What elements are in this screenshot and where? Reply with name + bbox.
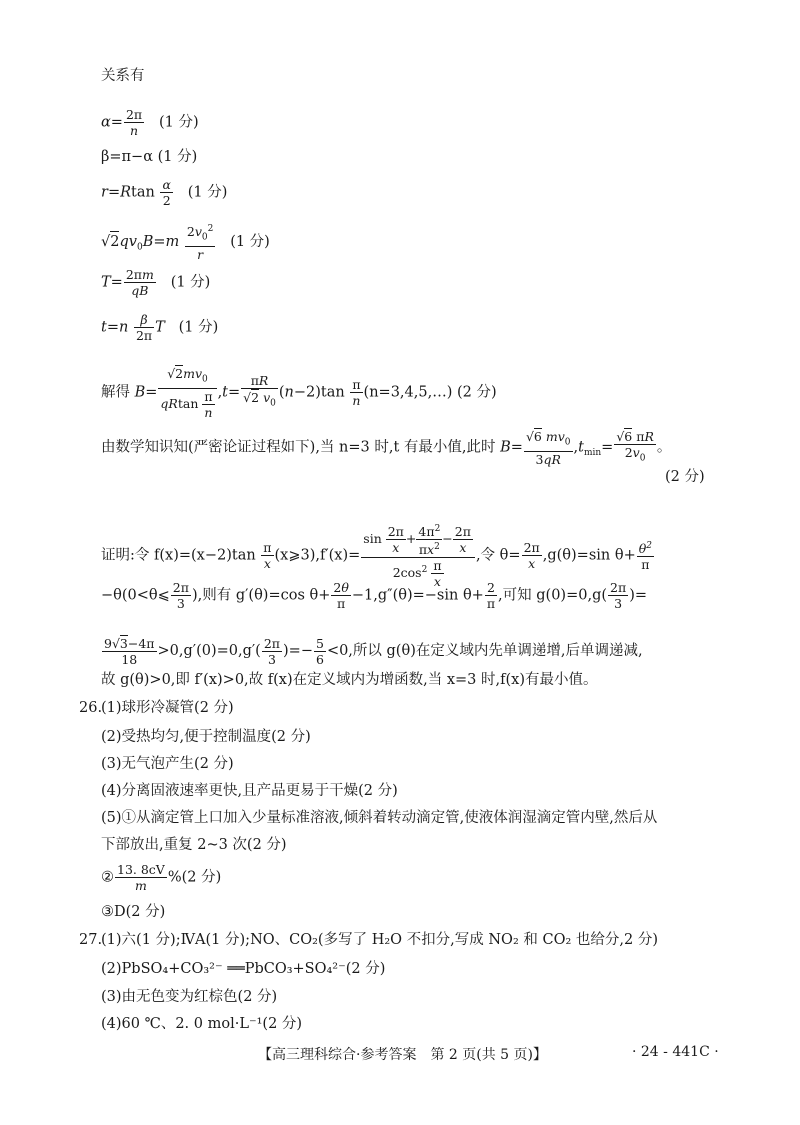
proof-line-4: 故 g(θ)>0,即 f′(x)>0,故 f(x)在定义域内为增函数,当 x=3 时,f(x)有最小值。 xyxy=(101,672,598,688)
q27-number: 27. xyxy=(79,932,103,948)
q26-answer-5a: (5)①从滴定管上口加入少量标准溶液,倾斜着转动滴定管,使液体润湿滴定管内壁,然后从 xyxy=(101,810,658,826)
eq-solution: 解得 B= $√2mv_0$ qRtan $\frac{\pi}{n}$ ,t= $\frac{\pi R}{√2 v_0}$ (n−2)tan $\frac{\pi}{n}$ (n=3,4,5,…) (2 分) xyxy=(101,366,497,420)
score: (1 分) xyxy=(170,274,211,291)
q27-answer-3: (3)由无色变为红棕色(2 分) xyxy=(101,989,278,1005)
q26-answer-1: (1)球形冷凝管(2 分) xyxy=(101,700,234,716)
proof-line-2: −θ(0<θ⩽ $\frac{2\pi}{3}$ ),则有 g′(θ)=cos θ+ $\frac{2\theta}{\pi}$ −1,g″(θ)=−sin θ+ $\frac{2}{\pi}$ ,可知 g(0)=0,g( $\frac{2\pi}{3}$ )= xyxy=(101,580,647,611)
q26-answer-4: (4)分离固液速率更快,且产品更易于干燥(2 分) xyxy=(101,783,398,799)
eq-lorentz: $√2qv_0B=m$ $\frac{2v_0^2}{r}$ (1 分) xyxy=(101,224,270,262)
proof-line-1: 证明:令 f(x)=(x−2)tan $\frac{\pi}{x}$ (x⩾3),f′(x)= sin $\frac{2\pi}{x}$ + $\frac{4\pi^2}{\pi x^2}$ − $\frac{2\pi}{x}$ $2\cos^2$ $\frac{\pi}{x}$ ,令 θ= $\frac{2\pi}{x}$ ,g(θ)=sin θ+ $\frac{\theta^2}{\pi}$ xyxy=(101,524,652,590)
q26-answer-2: (2)受热均匀,便于控制温度(2 分) xyxy=(101,729,311,745)
score: (1 分) xyxy=(230,233,270,250)
footer-code: · 24 - 441C · xyxy=(632,1044,719,1060)
eq-period: T= $\frac{2\pi m}{qB}$ (1 分) xyxy=(101,267,211,298)
text-math-knowledge: 由数学知识知(严密论证过程如下),当 n=3 时,t 有最小值,此时 B= $\frac{√6 mv_0}{3qR}$ $,t_{min}=$ $\frac{√6 \pi R}{2v_0}$ 。 xyxy=(101,429,672,467)
score-min: (2 分) xyxy=(665,469,705,485)
q26-answer-5c: ② $\frac{13. 8cV}{m}$ %(2 分) xyxy=(101,862,222,893)
q27-answer-2: (2)PbSO₄+CO₃²⁻ ══PbCO₃+SO₄²⁻(2 分) xyxy=(101,961,386,977)
score: (1 分) xyxy=(187,184,228,201)
text-relation: 关系有 xyxy=(101,68,145,84)
footer-title: 【高三理科综合·参考答案 第 2 页(共 5 页)】 xyxy=(258,1047,547,1063)
q26-answer-5d: ③D(2 分) xyxy=(101,904,166,920)
q26-answer-3: (3)无气泡产生(2 分) xyxy=(101,756,234,772)
eq-time: t=n $\frac{\beta}{2\pi}$ T (1 分) xyxy=(101,312,219,343)
eq-beta: β=π−α (1 分) xyxy=(101,149,198,165)
score: (1 分) xyxy=(158,114,199,131)
eq-alpha: α= $\frac{2\pi}{n}$ (1 分) xyxy=(101,107,199,138)
score: (1 分) xyxy=(178,319,219,336)
q27-answer-1: (1)六(1 分);ⅣA(1 分);NO、CO₂(多写了 H₂O 不扣分,写成 NO₂ 和 CO₂ 也给分,2 分) xyxy=(101,932,658,948)
q27-answer-4: (4)60 ℃、2. 0 mol·L⁻¹(2 分) xyxy=(101,1016,303,1032)
q26-number: 26. xyxy=(79,700,103,716)
eq-r: r=Rtan $\frac{\alpha}{2}$ (1 分) xyxy=(101,177,228,208)
proof-line-3: $\frac{9√3-4\pi}{18}$ >0,g′(0)=0,g′( $\frac{2\pi}{3}$ )=− $\frac{5}{6}$ <0,所以 g(θ)在定义域内先单调递增,后单调递减, xyxy=(104,635,643,667)
q26-answer-5b: 下部放出,重复 2~3 次(2 分) xyxy=(101,837,287,853)
